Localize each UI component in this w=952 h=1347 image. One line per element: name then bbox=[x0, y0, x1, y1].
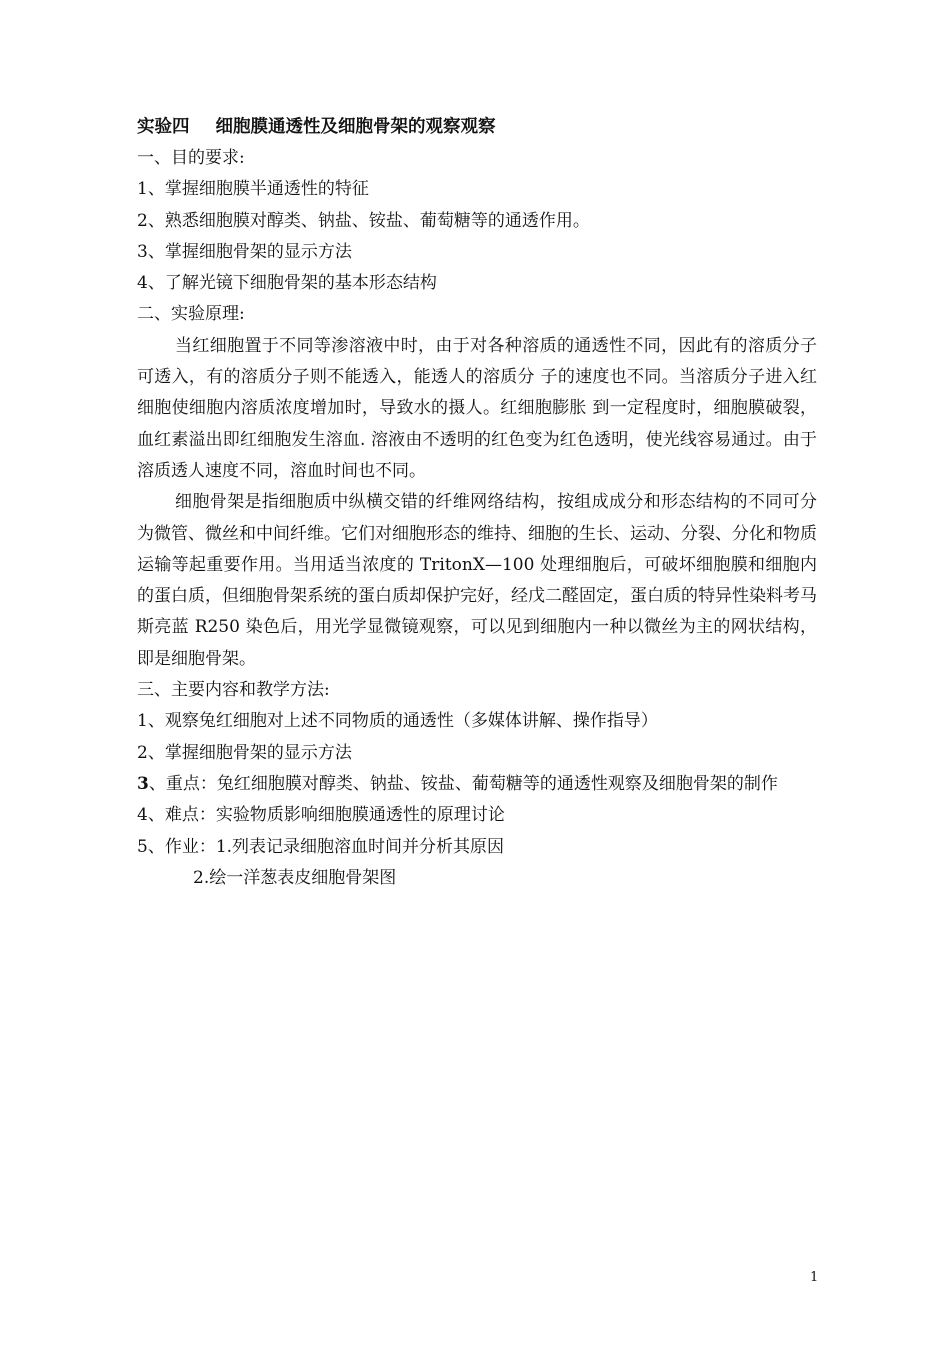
principle-paragraph-2: 细胞骨架是指细胞质中纵横交错的纤维网络结构，按组成成分和形态结构的不同可分为微管、微丝和中间纤维。它们对细胞形态的维持、细胞的生长、运动、分裂、分化和物质运输等起重要作用。当用适当浓度的 TritonX—100 处理细胞后，可破坏细胞膜和细胞内的蛋白质，但细胞骨架系统的蛋白质却保护完好，经戊二醛固定，蛋白质的特异性染料考马斯亮蓝 R250 染色后，用光学显微镜观察，可以见到细胞内一种以微丝为主的网状结构，即是细胞骨架。 bbox=[137, 492, 817, 669]
method-item-1: 1、观察兔红细胞对上述不同物质的通透性（多媒体讲解、操作指导） bbox=[137, 711, 658, 732]
title-prefix: 实验四 bbox=[137, 117, 190, 137]
document-body bbox=[137, 112, 817, 894]
page-number: 1 bbox=[810, 1270, 819, 1285]
method-item-4: 4、难点：实验物质影响细胞膜通透性的原理讨论 bbox=[137, 805, 505, 826]
method-item-3-number: 3 bbox=[137, 773, 149, 794]
method-item-3 bbox=[137, 769, 817, 800]
objective-item-2: 2、熟悉细胞膜对醇类、钠盐、铵盐、葡萄糖等的通透作用。 bbox=[137, 210, 590, 231]
title-text: 细胞膜通透性及细胞骨架的观察观察 bbox=[215, 117, 496, 137]
method-item-3-text: 、重点：兔红细胞膜对醇类、钠盐、铵盐、葡萄糖等的通透性观察及细胞骨架的制作 bbox=[148, 773, 778, 794]
principle-paragraph-1: 当红细胞置于不同等渗溶液中时，由于对各种溶质的通透性不同，因此有的溶质分子可透入，有的溶质分子则不能透入，能透人的溶质分 子的速度也不同。当溶质分子进入红细胞使细胞内溶质浓度增加时，导致水的摄人。红细胞膨胀 到一定程度时，细胞膜破裂，血红素溢出即红细胞发生溶血. 溶液由不透明的红色变为红色透明，使光线容易通过。由于溶质透人速度不同，溶血时间也不同。 bbox=[137, 335, 817, 481]
section-heading-principle: 二、实验原理: bbox=[137, 304, 245, 325]
method-item-2: 2、掌握细胞骨架的显示方法 bbox=[137, 742, 352, 763]
section-heading-objectives: 一、目的要求: bbox=[137, 148, 245, 168]
method-item-5: 5、作业：1.列表记录细胞溶血时间并分析其原因 bbox=[137, 836, 505, 857]
document-title bbox=[137, 112, 817, 143]
objective-item-4: 4、了解光镜下细胞骨架的基本形态结构 bbox=[137, 273, 437, 294]
section-heading-methods: 三、主要内容和教学方法: bbox=[137, 680, 330, 701]
objective-item-3: 3、掌握细胞骨架的显示方法 bbox=[137, 241, 352, 262]
objective-item-1: 1、掌握细胞膜半通透性的特征 bbox=[137, 179, 369, 200]
method-item-5-sub: 2.绘一洋葱表皮细胞骨架图 bbox=[193, 867, 397, 888]
